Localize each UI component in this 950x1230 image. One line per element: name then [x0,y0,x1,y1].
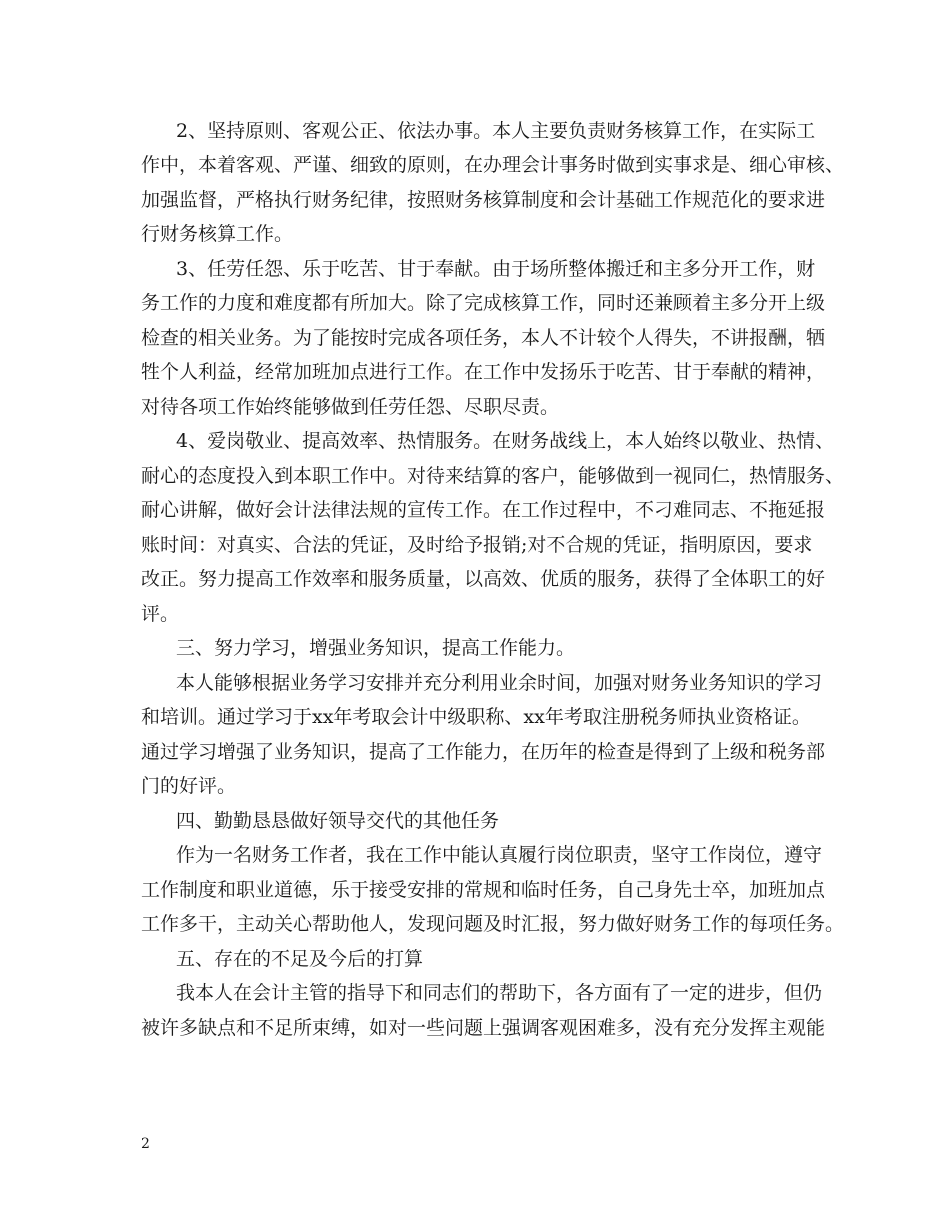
text-line: 被许多缺点和不足所束缚，如对一些问题上强调客观困难多，没有充分发挥主观能 [141,1017,826,1039]
text-line: 务工作的力度和难度都有所加大。除了完成核算工作，同时还兼顾着主多分开上级 [141,292,826,314]
text-line: 和培训。通过学习于xx年考取会计中级职称、xx年考取注册税务师执业资格证。 [141,706,811,728]
section-heading: 三、努力学习，增强业务知识，提高工作能力。 [176,637,576,659]
text-line: 耐心讲解，做好会计法律法规的宣传工作。在工作过程中，不刁难同志、不拖延报 [141,499,826,521]
text-line: 作中，本着客观、严谨、细致的原则，在办理会计事务时做到实事求是、细心审核、 [141,154,845,176]
text-line: 检查的相关业务。为了能按时完成各项任务，本人不计较个人得失，不讲报酬，牺 [141,327,826,349]
text-line: 工作制度和职业道德，乐于接受安排的常规和临时任务，自己身先士卒，加班加点 [141,879,826,901]
text-line: 对待各项工作始终能够做到任劳任怨、尽职尽责。 [141,396,560,418]
text-line: 账时间：对真实、合法的凭证，及时给予报销;对不合规的凭证，指明原因，要求 [141,534,813,556]
text-line: 门的好评。 [141,775,237,797]
text-line: 评。 [141,603,180,625]
page-number: 2 [141,1136,150,1152]
text-line: 本人能够根据业务学习安排并充分利用业余时间，加强对财务业务知识的学习 [176,672,823,694]
text-line: 4、爱岗敬业、提高效率、热情服务。在财务战线上，本人始终以敬业、热情、 [176,430,835,452]
text-line: 牲个人利益，经常加班加点进行工作。在工作中发扬乐于吃苦、甘于奉献的精神， [141,361,826,383]
section-heading: 五、存在的不足及今后的打算 [176,948,424,970]
section-heading: 四、勤勤恳恳做好领导交代的其他任务 [176,810,500,832]
text-line: 3、任劳任怨、乐于吃苦、甘于奉献。由于场所整体搬迁和主多分开工作，财 [176,258,816,280]
text-line: 我本人在会计主管的指导下和同志们的帮助下，各方面有了一定的进步，但仍 [176,982,823,1004]
text-line: 通过学习增强了业务知识，提高了工作能力，在历年的检查是得到了上级和税务部 [141,741,826,763]
text-line: 改正。努力提高工作效率和服务质量，以高效、优质的服务，获得了全体职工的好 [141,568,826,590]
text-line: 作为一名财务工作者，我在工作中能认真履行岗位职责，坚守工作岗位，遵守 [176,844,823,866]
text-line: 行财务核算工作。 [141,223,294,245]
text-line: 工作多干，主动关心帮助他人，发现问题及时汇报，努力做好财务工作的每项任务。 [141,913,845,935]
text-line: 耐心的态度投入到本职工作中。对待来结算的客户，能够做到一视同仁，热情服务、 [141,465,845,487]
text-line: 2、坚持原则、客观公正、依法办事。本人主要负责财务核算工作，在实际工 [176,120,816,142]
text-line: 加强监督，严格执行财务纪律，按照财务核算制度和会计基础工作规范化的要求进 [141,189,826,211]
